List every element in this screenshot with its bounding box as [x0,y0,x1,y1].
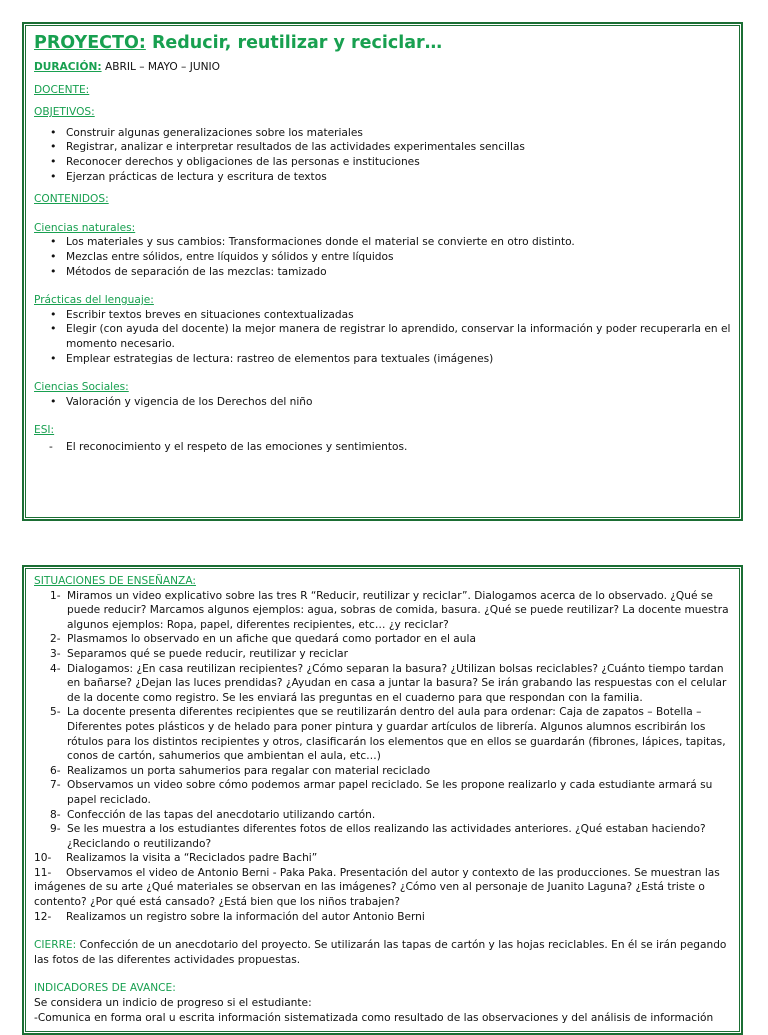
list-item: • Métodos de separación de las mezclas: tamizado [66,265,731,280]
esi-list [34,440,731,455]
list-item: • Registrar, analizar e interpretar resultados de las actividades experimentales sencillas [66,140,731,155]
item-text: Se les muestra a los estudiantes diferentes fotos de ellos realizando las actividades anteriores. ¿Qué estaban haciendo? ¿Reciclando o reutilizando? [67,823,706,850]
list-item [50,662,731,706]
item-number: 1- [50,589,61,602]
objetivos-label: OBJETIVOS: [34,106,95,119]
objetivos-list [34,126,731,184]
cierre-paragraph [34,938,731,967]
duration-label: DURACIÓN: [34,61,102,73]
teaching-situations-box [22,565,743,1035]
list-item: • Reconocer derechos y obligaciones de las personas e instituciones [66,155,731,170]
ciencias-sociales-label: Ciencias Sociales: [34,381,129,394]
item-text: Observamos un video sobre cómo podemos armar papel reciclado. Se les propone realizarlo y cada estudiante armará su papel reciclado. [67,779,713,806]
item-number: 9- [50,823,61,836]
duration-line [34,60,731,75]
indicadores-intro: Se considera un indicio de progreso si el estudiante: [34,997,312,1010]
practicas-lenguaje-label: Prácticas del lenguaje: [34,294,154,307]
list-item: • Los materiales y sus cambios: Transformaciones donde el material se convierte en otro distinto. [66,235,731,250]
list-item [50,589,731,633]
practicas-lenguaje-list [34,308,731,366]
cierre-text: Confección de un anecdotario del proyecto. Se utilizarán las tapas de cartón y las hojas reciclables. En él se irán pegando las fotos de las diferentes actividades propuestas. [34,939,727,966]
docente-label: DOCENTE: [34,83,90,96]
item-text: Dialogamos: ¿En casa reutilizan recipientes? ¿Cómo separan la basura? ¿Utilizan bolsas reciclables? ¿Cuánto tiempo tardan en bañarse? ¿Dejan las luces prendidas? ¿Ayudan en casa a juntar la basura? Se irán grabando las respuestas con el celular de la docente como registro. Se les enviará las preguntas en el cuaderno para que respondan con la familia. [67,662,727,704]
list-item [50,647,731,662]
list-item [34,910,731,925]
list-item: • Emplear estrategias de lectura: rastreo de elementos para textuales (imágenes) [66,352,731,367]
list-item: • Ejerzan prácticas de lectura y escritura de textos [66,170,731,185]
item-number: 2- [50,633,61,646]
item-text: Miramos un video explicativo sobre las tres R “Reducir, reutilizar y reciclar”. Dialogamos acerca de lo observado. ¿Qué se puede reducir? Marcamos algunos ejemplos: agua, sobras de comida, basura. ¿Qué se puede reutilizar? La docente muestra algunos ejemplos: Ropa, papel, diferentes recipientes, etc… ¿y reciclar? [67,589,729,631]
list-item [50,632,731,647]
list-item: • Mezclas entre sólidos, entre líquidos y sólidos y entre líquidos [66,250,731,265]
indicadores-line: -Comunica en forma oral u escrita información sistematizada como resultado de las observaciones y del análisis de información [34,1011,714,1024]
list-item [34,866,731,910]
item-text: Observamos el video de Antonio Berni - Paka Paka. Presentación del autor y contexto de las producciones. Se muestran las imágenes de su arte ¿Qué materiales se observan en las imágenes? ¿Cómo ven al personaje de Juanito Laguna? ¿Está triste o contento? ¿Por qué está cansado? ¿Está bien que los niños trabajen? [34,866,720,909]
list-item: • Valoración y vigencia de los Derechos del niño [66,395,731,410]
project-label: PROYECTO: [34,33,146,53]
item-number: 7- [50,779,61,792]
project-title [34,32,731,54]
project-name: Reducir, reutilizar y reciclar… [151,33,443,53]
list-item: - El reconocimiento y el respeto de las emociones y sentimientos. [66,440,731,455]
list-item [50,778,731,807]
item-number: 8- [50,808,61,821]
item-number: 5- [50,706,61,719]
item-text: Realizamos un registro sobre la información del autor Antonio Berni [66,910,425,923]
situaciones-list [34,589,731,925]
contenidos-label: CONTENIDOS: [34,193,109,206]
list-item [50,822,731,851]
ciencias-naturales-label: Ciencias naturales: [34,221,136,234]
item-number: 6- [50,764,61,777]
duration-value: ABRIL – MAYO – JUNIO [104,61,220,73]
item-text: Realizamos un porta sahumerios para regalar con material reciclado [67,764,431,777]
item-number: 11- [34,866,52,879]
item-text: Separamos qué se puede reducir, reutilizar y reciclar [67,647,348,660]
item-number: 4- [50,662,61,675]
indicadores-label: INDICADORES DE AVANCE: [34,982,176,995]
list-item: • Construir algunas generalizaciones sobre los materiales [66,126,731,141]
esi-label: ESI: [34,424,55,437]
item-number: 10- [34,852,52,865]
list-item: • Escribir textos breves en situaciones contextualizadas [66,308,731,323]
item-text: Realizamos la visita a “Reciclados padre Bachi” [66,852,318,865]
list-item [50,808,731,823]
item-text: La docente presenta diferentes recipientes que se reutilizarán dentro del aula para ordenar: Caja de zapatos – Botella – Diferentes potes plásticos y de helado para poner pintura y guardar artículos de librería. Algunos alumnos escribirán los rótulos para los distintos recipientes y otros, clasificarán los elementos que en ellos se guardarán (fibrones, lápices, tapitas, conos de cartón, sahumerios que ambientan el aula, etc…) [67,706,726,763]
ciencias-naturales-list [34,235,731,279]
list-item [50,764,731,779]
situaciones-label: SITUACIONES DE ENSEÑANZA: [34,575,196,587]
cierre-label: CIERRE: [34,939,77,952]
item-text: Plasmamos lo observado en un afiche que quedará como portador en el aula [67,633,476,646]
item-text: Confección de las tapas del anecdotario utilizando cartón. [67,808,376,821]
list-item [34,851,731,866]
list-item [50,705,731,763]
item-number: 12- [34,910,52,923]
project-summary-box [22,22,743,521]
item-number: 3- [50,647,61,660]
list-item: • Elegir (con ayuda del docente) la mejor manera de registrar lo aprendido, conservar la información y poder recuperarla en el momento necesario. [66,322,731,351]
ciencias-sociales-list [34,395,731,410]
